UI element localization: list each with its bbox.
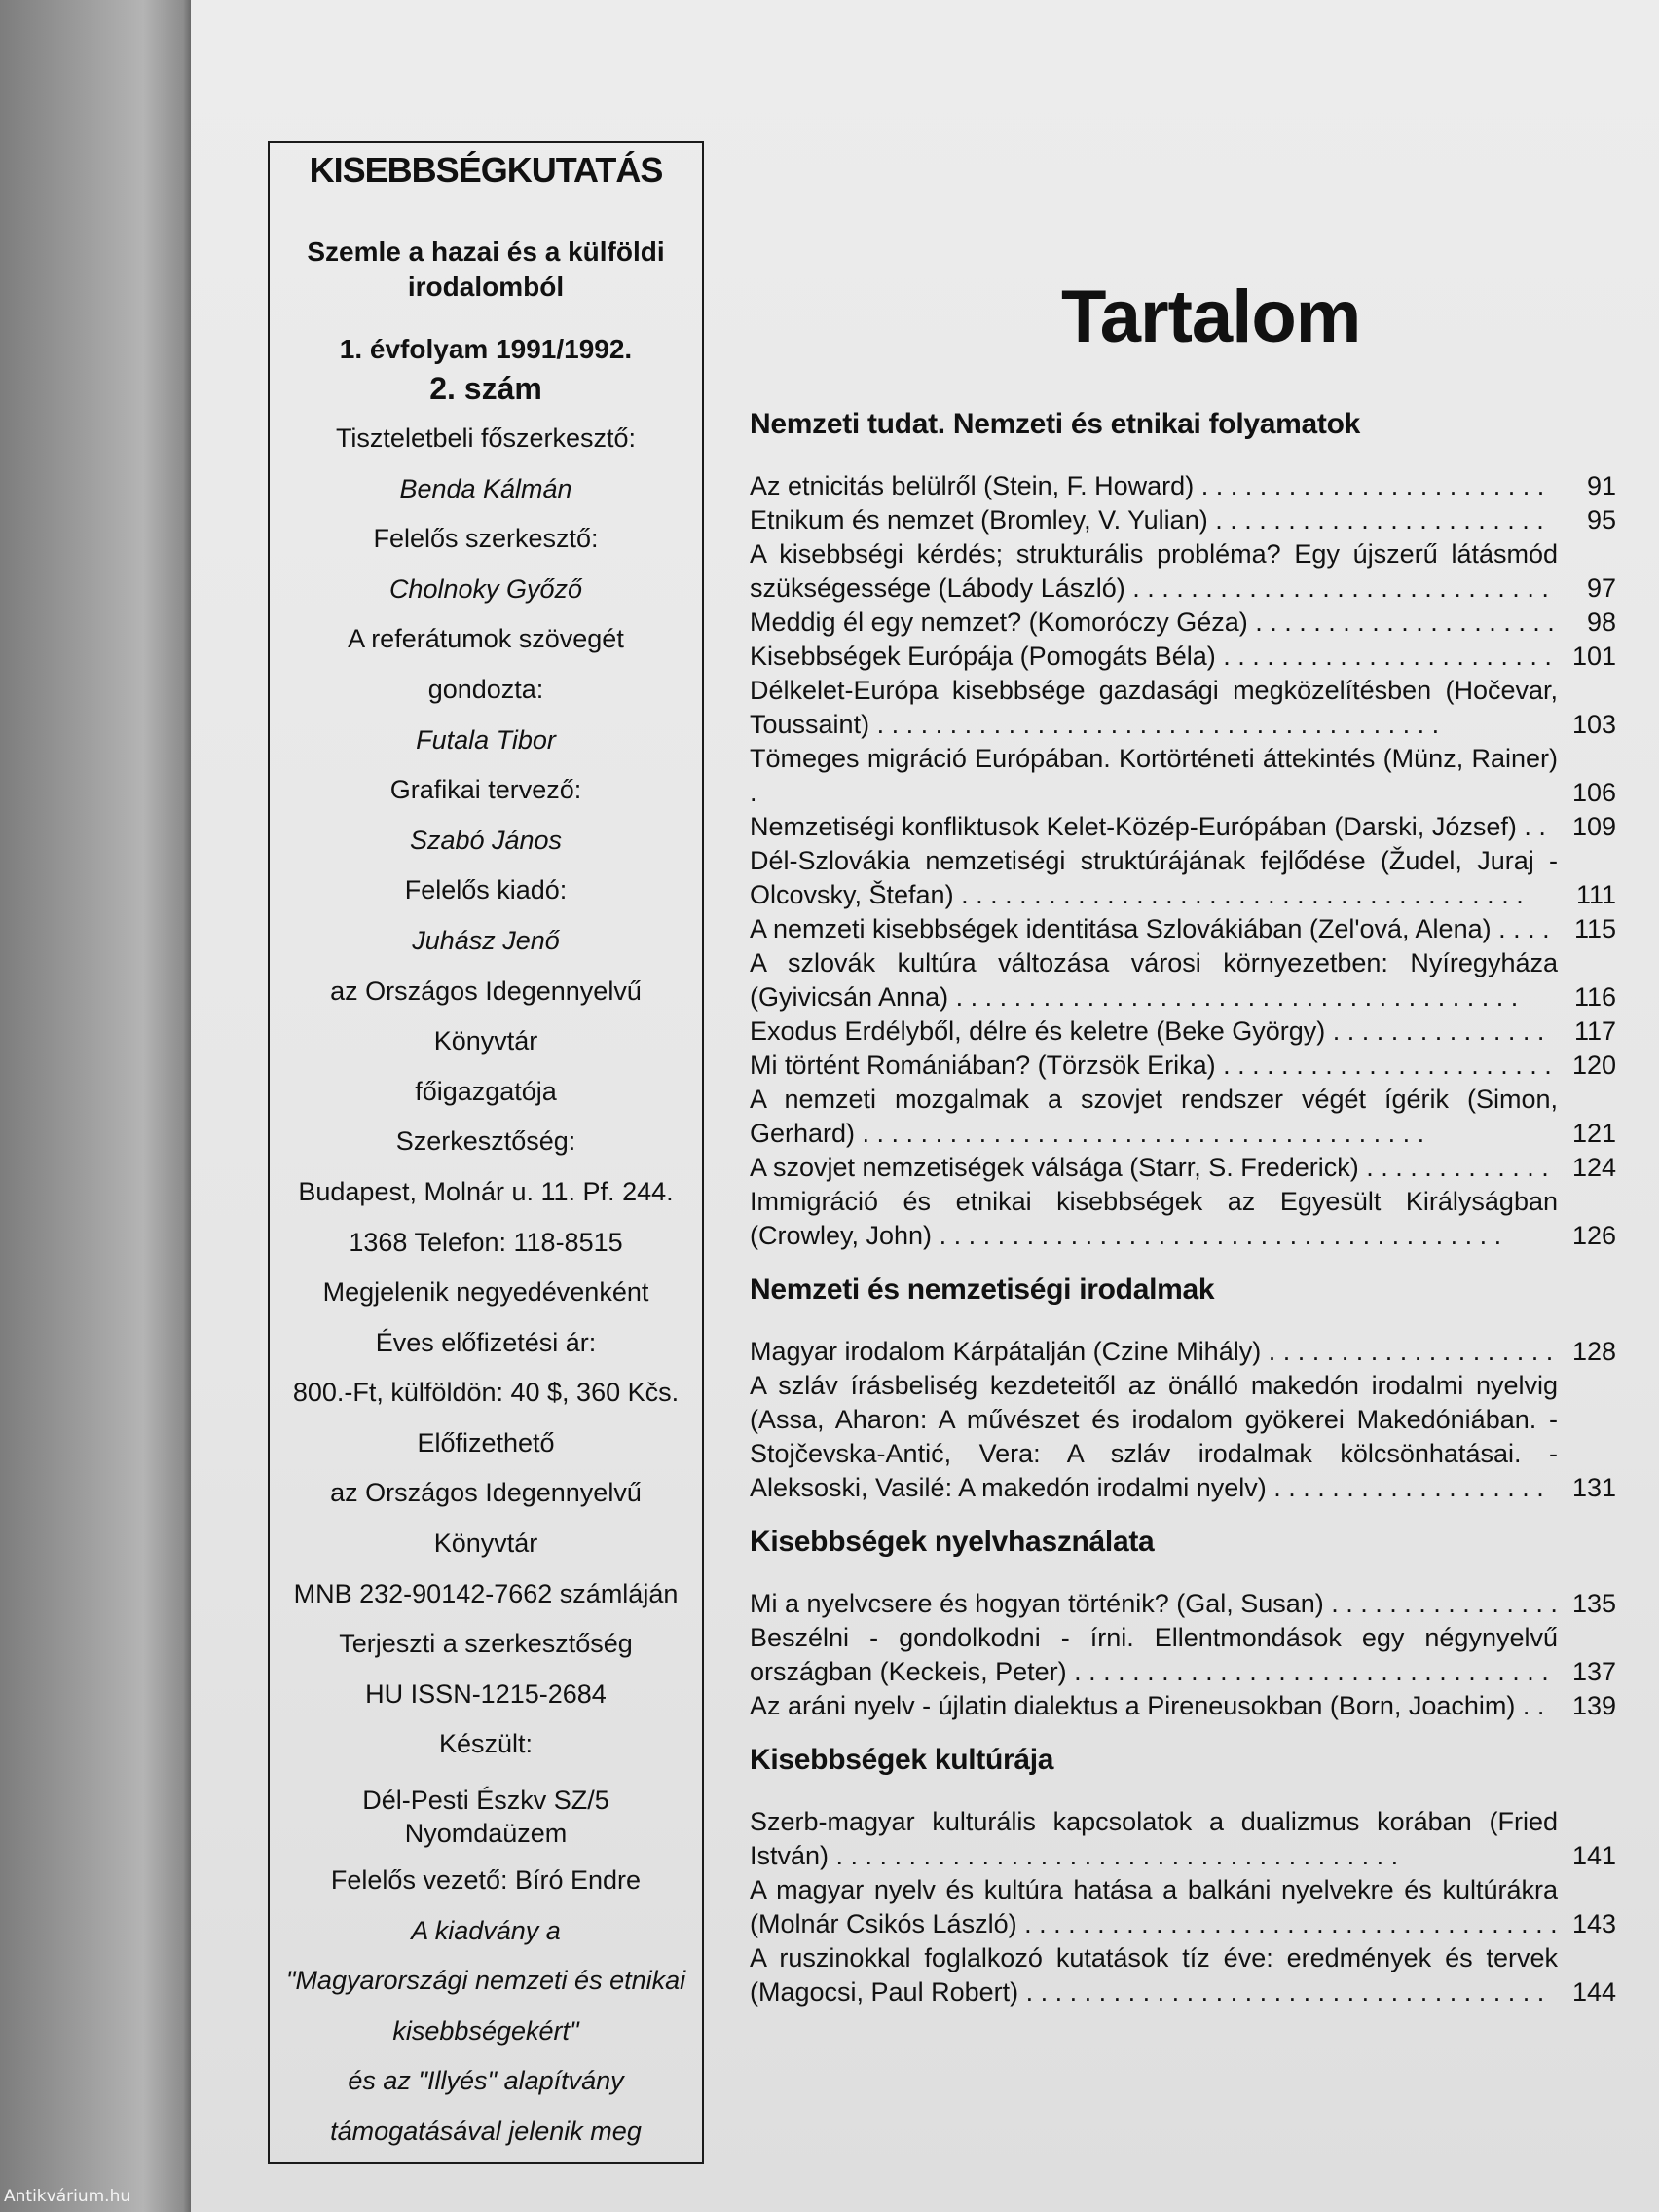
toc-entry <box>750 844 1616 912</box>
toc-entry-title: A kisebbségi kérdés; strukturális probléma? Egy újszerű látásmód szükségessége (Lábody László) <box>750 539 1558 603</box>
toc-leader-dots: . . . . . . . . . . . . . . . . <box>1323 1589 1558 1618</box>
toc-entry-title: Exodus Erdélyből, délre és keletre (Beke György) <box>750 1016 1326 1046</box>
toc-entry <box>750 1621 1616 1689</box>
toc-entry-title: Magyar irodalom Kárpátalján (Czine Mihály) <box>750 1337 1262 1366</box>
toc-entry-title: Dél-Szlovákia nemzetiségi struktúrájának fejlődése (Žudel, Juraj - Olcovsky, Štefan) <box>750 846 1558 909</box>
toc-leader-dots: . . <box>1516 812 1546 841</box>
toc-entry-text <box>750 1049 1558 1083</box>
toc-entry-text <box>750 844 1558 912</box>
toc-section-title: Kisebbségek nyelvhasználata <box>750 1526 1155 1558</box>
masthead-support-line: támogatásával jelenik meg <box>330 2117 642 2146</box>
toc-entry-title: A szláv írásbeliség kezdeteitől az önálló makedón irodalmi nyelvig (Assa, Aharon: A művészet és irodalom gyökerei Makedóniában. - Stojčevska-Antić, Vera: A szláv irodalmak kölcsönhatásai. - Aleksoski, Vasilé: A makedón irodalmi nyelv) <box>750 1371 1558 1502</box>
toc-entry-title: Nemzetiségi konfliktusok Kelet-Közép-Európában (Darski, József) <box>750 812 1517 841</box>
toc-entry <box>750 469 1616 503</box>
toc-leader-dots: . . . . . . . . . . . . . . . . . . . . . <box>1247 608 1555 637</box>
masthead-line: A referátumok szövegét <box>348 624 624 654</box>
toc-entry-title: Tömeges migráció Európában. Kortörténeti áttekintés (Münz, Rainer) <box>750 744 1558 773</box>
toc-entry-page: 131 <box>1571 1473 1616 1502</box>
toc-entry-text <box>750 640 1558 674</box>
toc-entry <box>750 1689 1616 1723</box>
toc-leader-dots: . . . . . . . . . . . . . . . . . . . . . . . <box>1215 1051 1552 1080</box>
toc-entry-page: 141 <box>1571 1841 1616 1870</box>
toc-entry-title: Immigráció és etnikai kisebbségek az Egyesült Királyságban (Crowley, John) <box>750 1187 1558 1250</box>
toc-entry-title: Beszélni - gondolkodni - írni. Ellentmondások egy négynyelvű országban (Keckeis, Peter) <box>750 1623 1558 1686</box>
toc-section-title: Nemzeti tudat. Nemzeti és etnikai folyamatok <box>750 408 1360 440</box>
toc-leader-dots: . . . . . . . . . . . . . . . . . . . . . . . . . . . . . . . . . . . . . . . <box>829 1841 1399 1870</box>
toc-entry-page: 120 <box>1571 1051 1616 1080</box>
toc-entry-title: Az etnicitás belülről (Stein, F. Howard) <box>750 471 1195 500</box>
toc-entry <box>750 1151 1616 1185</box>
masthead-manager: Felelős vezető: Bíró Endre <box>330 1865 642 1896</box>
masthead-line: Budapest, Molnár u. 11. Pf. 244. <box>298 1176 674 1206</box>
toc-entry-text <box>750 1185 1558 1253</box>
toc-entry-text <box>750 1369 1558 1505</box>
toc-entry-page: 135 <box>1571 1589 1616 1618</box>
toc-entry-title: Mi történt Romániában? (Törzsök Erika) <box>750 1051 1216 1080</box>
toc-entry-text <box>750 537 1558 606</box>
toc-entry-title: Szerb-magyar kulturális kapcsolatok a dualizmus korában (Fried István) <box>750 1807 1558 1870</box>
toc-entry-page: 97 <box>1586 573 1616 603</box>
toc-leader-dots: . . . . . . . . . . . . . . . . . . . . . . . . . . . . . . . . . . . . . . . <box>869 710 1440 739</box>
toc-leader-dots: . . . . . . . . . . . . . . . <box>1325 1016 1545 1046</box>
toc-entry-page: 124 <box>1571 1153 1616 1182</box>
toc-entry-text <box>750 469 1558 503</box>
masthead-line: Éves előfizetési ár: <box>375 1327 597 1357</box>
toc-leader-dots: . . . . . . . . . . . . . . . . . . . . . . . . . . . . . . . . . . . . . <box>1016 1909 1558 1938</box>
masthead-title: KISEBBSÉGKUTATÁS <box>309 150 663 190</box>
toc-entry-page: 111 <box>1575 880 1616 909</box>
toc-leader-dots: . . . . . . . . . . . . . . . . . . . . . . . . . . . . . . . . . . . . . . . <box>948 982 1519 1012</box>
masthead-line: főigazgatója <box>415 1076 557 1106</box>
masthead-line: Terjeszti a szerkesztőség <box>339 1629 633 1659</box>
toc-leader-dots: . . <box>1515 1691 1545 1720</box>
masthead-line: gondozta: <box>427 674 544 704</box>
masthead-line: Szerkesztőség: <box>395 1126 576 1157</box>
table-of-contents <box>750 401 1616 2009</box>
toc-entry-page: 137 <box>1571 1657 1616 1686</box>
masthead-line: Grafikai tervező: <box>389 775 582 805</box>
toc-entry-title: Kisebbségek Európája (Pomogáts Béla) <box>750 642 1216 671</box>
toc-leader-dots: . . . . . . . . . . . . . . . . . . . . . . . . . . . . . <box>1124 573 1549 603</box>
toc-entry-page: 115 <box>1573 914 1616 943</box>
toc-entry-text <box>750 1873 1558 1941</box>
toc-entry-page: 116 <box>1573 982 1616 1012</box>
masthead-credits <box>270 414 702 1770</box>
toc-entry <box>750 1014 1616 1049</box>
masthead-line: Felelős kiadó: <box>404 875 568 905</box>
masthead-line: Készült: <box>438 1729 534 1759</box>
toc-entry-title: A ruszinokkal foglalkozó kutatások tíz éve: eredmények és tervek (Magocsi, Paul Robert) <box>750 1943 1558 2007</box>
toc-leader-dots: . . . . . . . . . . . . . . . . . . . . . . . <box>1207 505 1544 535</box>
masthead-support-line: és az "Illyés" alapítvány <box>348 2066 624 2096</box>
masthead-subtitle <box>270 235 702 305</box>
masthead-support <box>270 1906 702 2157</box>
masthead-line: Tiszteletbeli főszerkesztő: <box>335 424 637 453</box>
toc-entry-text <box>750 674 1558 742</box>
toc-entry <box>750 912 1616 946</box>
toc-entry <box>750 606 1616 640</box>
masthead-support-line: A kiadvány a <box>411 1915 561 1945</box>
toc-entry-text <box>750 810 1558 844</box>
toc-section-title: Kisebbségek kultúrája <box>750 1744 1054 1776</box>
toc-entry-page: 143 <box>1571 1909 1616 1938</box>
masthead-line: Előfizethető <box>417 1427 555 1457</box>
masthead-line: MNB 232-90142-7662 számláján <box>293 1578 679 1608</box>
toc-entry-title: A szlovák kultúra változása városi környezetben: Nyíregyháza (Gyivicsán Anna) <box>750 948 1558 1012</box>
toc-leader-dots: . . . . . . . . . . . . . . . . . . . . <box>1261 1337 1554 1366</box>
toc-entry-text <box>750 503 1558 537</box>
masthead-line: 1368 Telefon: 118-8515 <box>349 1227 623 1257</box>
masthead-line: HU ISSN-1215-2684 <box>365 1678 607 1709</box>
toc-entry-text <box>750 1587 1558 1621</box>
toc-entry-page: 101 <box>1571 642 1616 671</box>
masthead-line: Cholnoky Győző <box>388 573 583 604</box>
toc-leader-dots: . <box>750 778 757 807</box>
toc-section-title: Nemzeti és nemzetiségi irodalmak <box>750 1273 1215 1306</box>
toc-entry <box>750 810 1616 844</box>
toc-entry-title: A szovjet nemzetiségek válsága (Starr, S. Frederick) <box>750 1153 1359 1182</box>
toc-entry <box>750 674 1616 742</box>
toc-entry <box>750 1805 1616 1873</box>
masthead-line: 800.-Ft, külföldön: 40 $, 360 Kčs. <box>292 1378 680 1408</box>
masthead-line: Felelős szerkesztő: <box>373 524 599 554</box>
toc-section <box>750 401 1616 1253</box>
masthead-line: az Országos Idegennyelvű <box>330 976 642 1006</box>
toc-entry-page: 91 <box>1586 471 1616 500</box>
toc-entry-page: 103 <box>1571 710 1616 739</box>
toc-entry-page: 121 <box>1571 1119 1616 1148</box>
toc-entry-page: 109 <box>1571 812 1616 841</box>
toc-leader-dots: . . . . . . . . . . . . . . . . . . . . . . . . . . . . . . . . . . . . . . . <box>953 880 1524 909</box>
toc-section <box>750 1737 1616 2009</box>
toc-entry-page: 106 <box>1571 778 1616 807</box>
toc-entry <box>750 503 1616 537</box>
watermark: Antikvárium.hu <box>4 2187 131 2206</box>
toc-leader-dots: . . . . . . . . . . . . . <box>1358 1153 1549 1182</box>
toc-leader-dots: . . . . . . . . . . . . . . . . . . . . . . . . <box>1194 471 1545 500</box>
toc-entry-text <box>750 946 1558 1014</box>
toc-entry <box>750 1941 1616 2009</box>
toc-entry-page: 139 <box>1571 1691 1616 1720</box>
toc-entry-title: Délkelet-Európa kisebbsége gazdasági megközelítésben (Hočevar, Toussaint) <box>750 676 1558 739</box>
toc-entry <box>750 742 1616 810</box>
masthead-box <box>268 141 704 2164</box>
toc-entry-page: 95 <box>1586 505 1616 535</box>
masthead-printer-1: Dél-Pesti Észkv SZ/5 <box>362 1786 609 1816</box>
toc-entry-page: 117 <box>1573 1016 1616 1046</box>
toc-entry-title: A nemzeti mozgalmak a szovjet rendszer végét ígérik (Simon, Gerhard) <box>750 1085 1558 1148</box>
masthead-line: Könyvtár <box>433 1529 538 1559</box>
toc-entry-title: Etnikum és nemzet (Bromley, V. Yulian) <box>750 505 1208 535</box>
masthead-printer-2: Nyomdaüzem <box>404 1819 568 1849</box>
masthead-issue: 2. szám <box>429 371 542 406</box>
toc-entry-text <box>750 606 1558 640</box>
masthead-subtitle-line-2: irodalomból <box>407 272 565 302</box>
toc-entry-text <box>750 1335 1558 1369</box>
toc-entry-text <box>750 1083 1558 1151</box>
toc-entry <box>750 1587 1616 1621</box>
toc-entry-text <box>750 1805 1558 1873</box>
masthead-line: Juhász Jenő <box>412 925 560 955</box>
toc-leader-dots: . . . . . . . . . . . . . . . . . . . . . . . <box>1215 642 1552 671</box>
toc-entry-page: 144 <box>1571 1977 1616 2007</box>
toc-section <box>750 1519 1616 1723</box>
masthead-line: az Országos Idegennyelvű <box>330 1478 642 1508</box>
toc-entry-page: 128 <box>1571 1337 1616 1366</box>
toc-entry <box>750 1873 1616 1941</box>
toc-leader-dots: . . . . . . . . . . . . . . . . . . . . . . . . . . . . . . . . . . . . . . . <box>932 1221 1502 1250</box>
masthead-line: Megjelenik negyedévenként <box>322 1277 649 1308</box>
toc-entry <box>750 537 1616 606</box>
masthead-volume: 1. évfolyam 1991/1992. <box>339 334 633 364</box>
masthead-line: Futala Tibor <box>416 724 556 755</box>
toc-leader-dots: . . . . . . . . . . . . . . . . . . . . . . . . . . . . . . . . . <box>1066 1657 1549 1686</box>
toc-leader-dots: . . . . . . . . . . . . . . . . . . . . . . . . . . . . . . . . . . . . <box>1018 1977 1545 2007</box>
toc-leader-dots: . . . . . . . . . . . . . . . . . . . <box>1266 1473 1544 1502</box>
toc-title: Tartalom <box>1061 276 1361 358</box>
toc-entry-text <box>750 1014 1558 1049</box>
toc-entry-text <box>750 1151 1558 1185</box>
toc-leader-dots: . . . . . . . . . . . . . . . . . . . . . . . . . . . . . . . . . . . . . . . <box>855 1119 1425 1148</box>
masthead-line: Szabó János <box>409 825 563 855</box>
toc-entry-text <box>750 742 1558 810</box>
masthead-line: Benda Kálmán <box>399 473 572 503</box>
toc-entry-page: 126 <box>1571 1221 1616 1250</box>
toc-entry-text <box>750 1621 1558 1689</box>
toc-entry <box>750 946 1616 1014</box>
toc-section <box>750 1267 1616 1505</box>
masthead-support-line: "Magyarországi nemzeti és etnikai <box>285 1966 686 1996</box>
toc-entry <box>750 1049 1616 1083</box>
toc-entry-text <box>750 1689 1558 1723</box>
scan-gutter <box>0 0 191 2212</box>
toc-entry-title: A magyar nyelv és kultúra hatása a balkáni nyelvekre és kultúrákra (Molnár Csikós László) <box>750 1875 1558 1938</box>
toc-entry <box>750 640 1616 674</box>
toc-entry-title: A nemzeti kisebbségek identitása Szlovákiában (Zel'ová, Alena) <box>750 914 1492 943</box>
toc-entry-title: Az aráni nyelv - újlatin dialektus a Pireneusokban (Born, Joachim) <box>750 1691 1516 1720</box>
toc-entry <box>750 1083 1616 1151</box>
toc-entry <box>750 1369 1616 1505</box>
masthead-line: Könyvtár <box>433 1026 538 1056</box>
toc-entry-title: Meddig él egy nemzet? (Komoróczy Géza) <box>750 608 1248 637</box>
toc-entry-text <box>750 912 1558 946</box>
toc-entry-text <box>750 1941 1558 2009</box>
masthead-subtitle-line-1: Szemle a hazai és a külföldi <box>307 237 665 267</box>
toc-entry-page: 98 <box>1586 608 1616 637</box>
toc-leader-dots: . . . . <box>1491 914 1550 943</box>
toc-entry-title: Mi a nyelvcsere és hogyan történik? (Gal, Susan) <box>750 1589 1324 1618</box>
toc-entry <box>750 1335 1616 1369</box>
masthead-support-line: kisebbségekért" <box>392 2015 579 2046</box>
toc-entry <box>750 1185 1616 1253</box>
